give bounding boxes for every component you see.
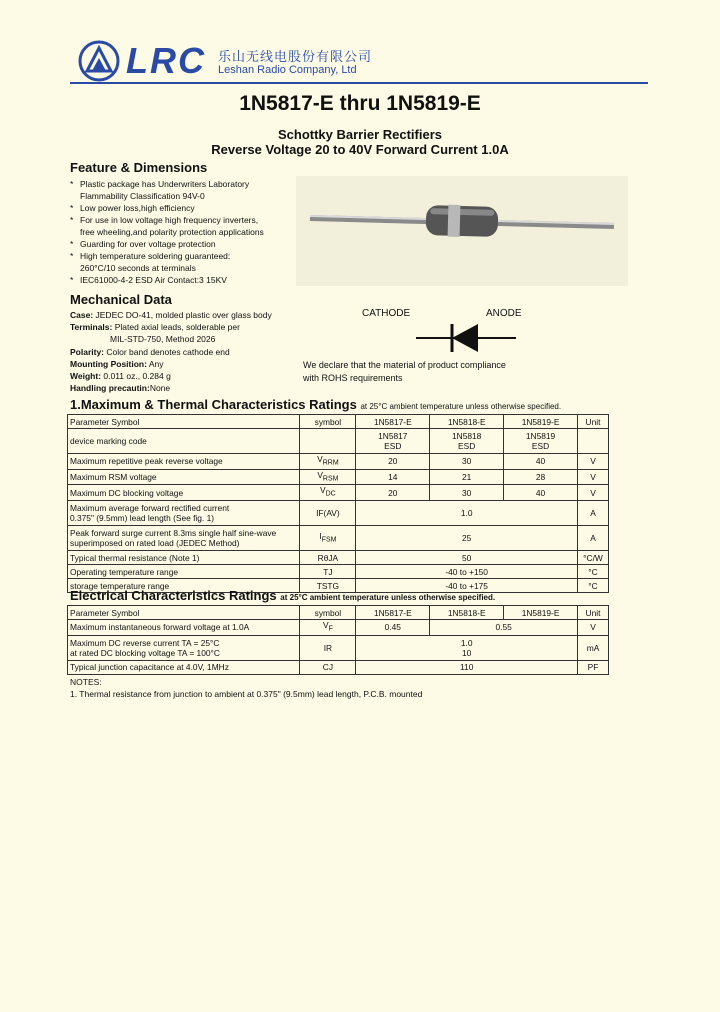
mechanical-heading: Mechanical Data <box>70 292 172 307</box>
feature-item: * IEC61000-4-2 ESD Air Contact:3 15KV <box>70 275 227 285</box>
electrical-table <box>67 605 609 675</box>
mech-row-terminals: Terminals: Plated axial leads, solderable per <box>70 322 240 333</box>
note-1: 1. Thermal resistance from junction to ambient at 0.375" (9.5mm) lead length, P.C.B. mounted <box>70 689 423 699</box>
table-row-ifsm: Peak forward surge current 8.3ms single half sine-wave superimposed on rated load (JEDEC Method) $I_{FSM}$ 25 A <box>68 526 609 551</box>
mech-row-case: Case: JEDEC DO-41, molded plastic over glass body <box>70 310 272 320</box>
feature-item: * High temperature soldering guaranteed: <box>70 251 231 261</box>
company-name-cn: 乐山无线电股份有限公司 <box>218 49 373 64</box>
feature-item-cont: Flammability Classification 94V-0 <box>80 191 205 201</box>
diode-symbol-icon <box>406 318 526 358</box>
company-name-en: Leshan Radio Company, Ltd <box>218 64 357 76</box>
max-ratings-table <box>67 414 609 593</box>
notes-heading: NOTES: <box>70 677 102 687</box>
feature-item: * Guarding for over voltage protection <box>70 239 216 249</box>
feature-item: * Low power loss,high efficiency <box>70 203 195 213</box>
table-row-marking: device marking code 1N5817 ESD 1N5818 ESD 1N5819 ESD <box>68 429 609 454</box>
lrc-emblem-icon <box>78 40 120 82</box>
features-list <box>68 178 308 286</box>
table-row-ir: Maximum DC reverse current TA = 25°C at rated DC blocking voltage TA = 100°C IR 1.0 10 mA <box>68 635 609 660</box>
feature-item: * For use in low voltage high frequency inverters, <box>70 215 259 225</box>
table-row: Maximum DC blocking voltage $V_{DC}$ 20 30 40 V <box>68 485 609 501</box>
table-header-row: Parameter Symbol symbol 1N5817-E 1N5818-E 1N5819-E Unit <box>68 606 609 620</box>
mech-row-weight: Weight: 0.011 oz., 0.284 g <box>70 371 171 382</box>
diode-package-image <box>296 176 628 286</box>
features-heading: Feature & Dimensions <box>70 160 208 175</box>
feature-item: * Plastic package has Underwriters Laboratory <box>70 179 250 189</box>
mech-row-mounting: Mounting Position: Any <box>70 358 164 369</box>
electrical-heading: Electrical Characteristics Ratings at 25°C ambient temperature unless otherwise specified. <box>70 588 496 603</box>
subtitle-ratings: Reverse Voltage 20 to 40V Forward Current 1.0A <box>211 142 509 157</box>
feature-item-cont: free wheeling,and polarity protection applications <box>80 227 264 237</box>
mech-row-polarity: Polarity: Color band denotes cathode end <box>70 346 230 357</box>
table-row-cj: Typical junction capacitance at 4.0V, 1MHz CJ 110 PF <box>68 660 609 674</box>
mech-row-handling: Handling precautin:None <box>70 383 171 394</box>
cathode-label: CATHODE <box>362 308 411 319</box>
polarity-diagram <box>296 304 628 358</box>
notes <box>70 676 422 700</box>
anode-label: ANODE <box>486 308 522 319</box>
table-row-vf: Maximum instantaneous forward voltage at 1.0A $V_F$ 0.45 0.55 V <box>68 620 609 636</box>
logo-text: LRC <box>126 40 206 81</box>
company-logo <box>78 40 378 80</box>
header-divider <box>70 82 648 84</box>
mechanical-list <box>70 309 320 394</box>
feature-item-cont: 260°C/10 seconds at terminals <box>80 263 196 273</box>
max-ratings-heading: 1.Maximum & Thermal Characteristics Ratings at 25°C ambient temperature unless otherwise specified. <box>70 397 562 412</box>
table-header-row: Parameter Symbol symbol 1N5817-E 1N5818-E 1N5819-E Unit <box>68 415 609 429</box>
table-row: Maximum RSM voltage $V_{RSM}$ 14 21 28 V <box>68 469 609 485</box>
page-title: 1N5817-E thru 1N5819-E <box>239 92 481 115</box>
rohs-declaration: We declare that the material of product compliance with ROHS requirements <box>303 360 506 383</box>
table-row: Maximum repetitive peak reverse voltage $V_{RRM}$ 20 30 40 V <box>68 454 609 470</box>
subtitle-product: Schottky Barrier Rectifiers <box>277 127 442 142</box>
table-row-ifav: Maximum average forward rectified current 0.375" (9.5mm) lead length (See fig. 1) IF(AV) 1.0 A <box>68 501 609 526</box>
table-row: Operating temperature range TJ -40 to +150 °C <box>68 565 609 579</box>
table-row: Typical thermal resistance (Note 1) RθJA 50 °C/W <box>68 551 609 565</box>
mech-row-terminals-cont: MIL-STD-750, Method 2026 <box>110 334 216 345</box>
table-row: storage temperature range TSTG -40 to +175 °C <box>68 579 609 593</box>
